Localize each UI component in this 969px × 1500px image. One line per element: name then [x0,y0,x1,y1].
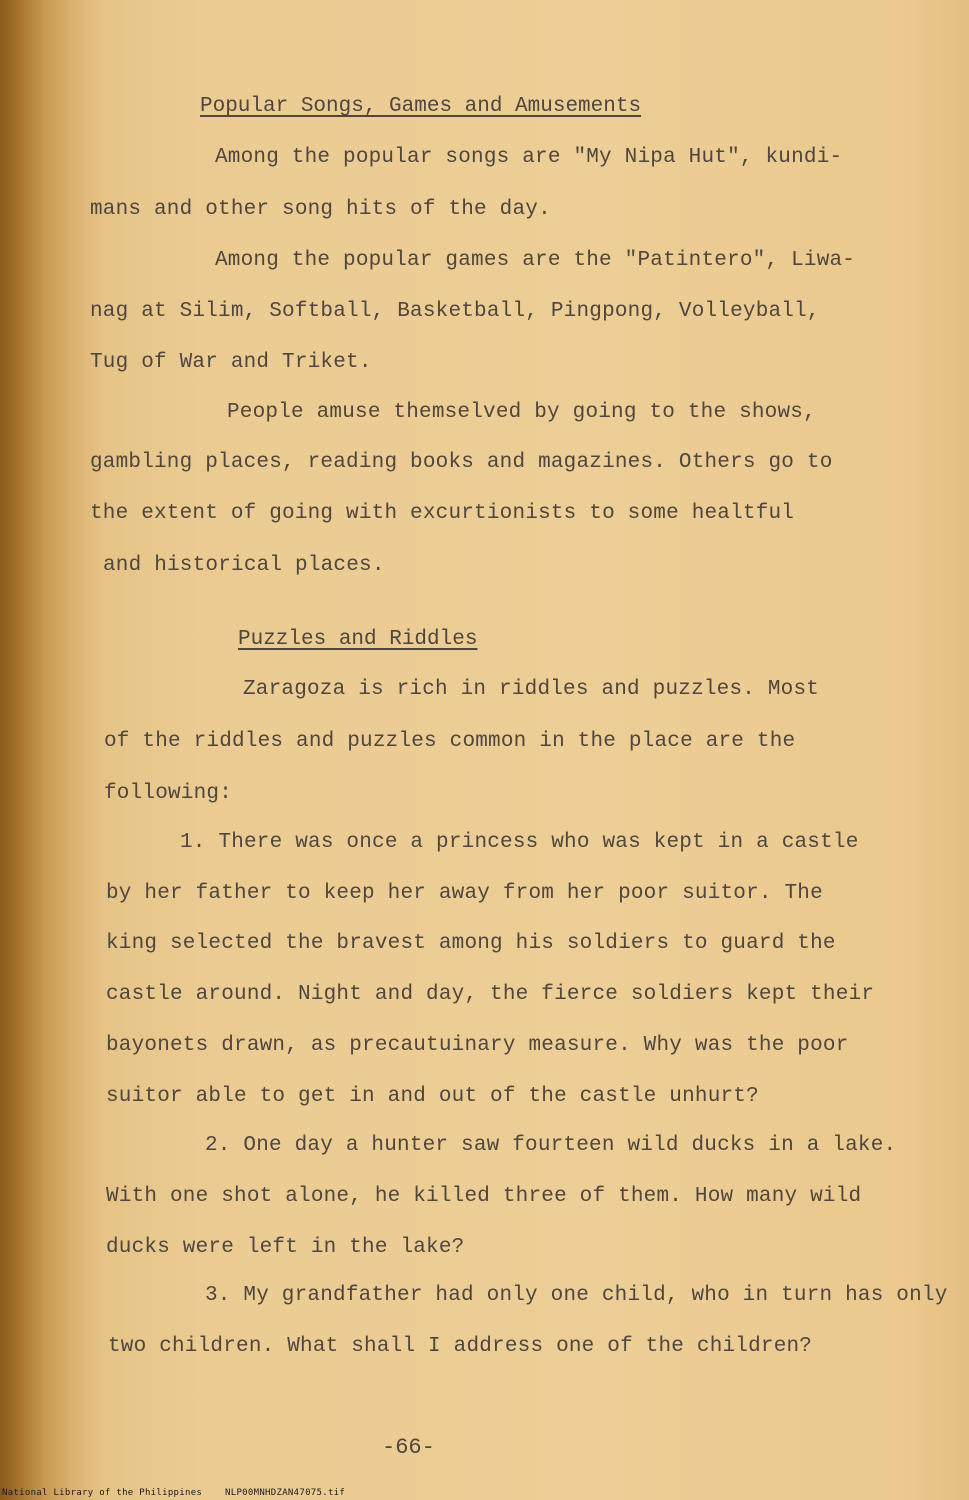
text-line: People amuse themselved by going to the shows, [227,401,816,424]
text-line: gambling places, reading books and magazines. Others go to [90,451,833,474]
text-line: and historical places. [103,554,385,577]
text-line: two children. What shall I address one of the children? [108,1335,813,1358]
text-line: king selected the bravest among his soldiers to guard the [106,932,836,955]
puzzles-heading: Puzzles and Riddles [238,628,478,651]
text-line: the extent of going with excurtionists to some healtful [90,502,795,525]
text-line: by her father to keep her away from her poor suitor. The [106,882,823,905]
page-number: -66- [382,1435,435,1460]
text-line: nag at Silim, Softball, Basketball, Pingpong, Volleyball, [90,300,820,323]
text-line: mans and other song hits of the day. [90,198,551,221]
text-line: Zaragoza is rich in riddles and puzzles. Most [243,678,820,701]
text-line: With one shot alone, he killed three of them. How many wild [106,1185,862,1208]
songs-heading: Popular Songs, Games and Amusements [200,95,642,118]
text-line: Among the popular songs are "My Nipa Hut", kundi- [215,146,843,169]
scan-footer: National Library of the Philippines NLP00MNHDZAN47075.tif [2,1488,346,1498]
text-line: castle around. Night and day, the fierce soldiers kept their [106,983,875,1006]
text-line: following: [104,782,233,805]
text-line: bayonets drawn, as precautuinary measure. Why was the poor [106,1034,849,1057]
text-line: Tug of War and Triket. [90,351,372,374]
text-line: ducks were left in the lake? [106,1236,465,1259]
text-line: suitor able to get in and out of the castle unhurt? [106,1085,759,1108]
text-line: 3. My grandfather had only one child, who in turn has only [205,1284,948,1307]
text-line: Among the popular games are the "Patintero", Liwa- [215,249,856,272]
text-line: of the riddles and puzzles common in the place are the [104,730,796,753]
text-line: 1. There was once a princess who was kept in a castle [180,831,859,854]
text-line: 2. One day a hunter saw fourteen wild ducks in a lake. [205,1134,897,1157]
